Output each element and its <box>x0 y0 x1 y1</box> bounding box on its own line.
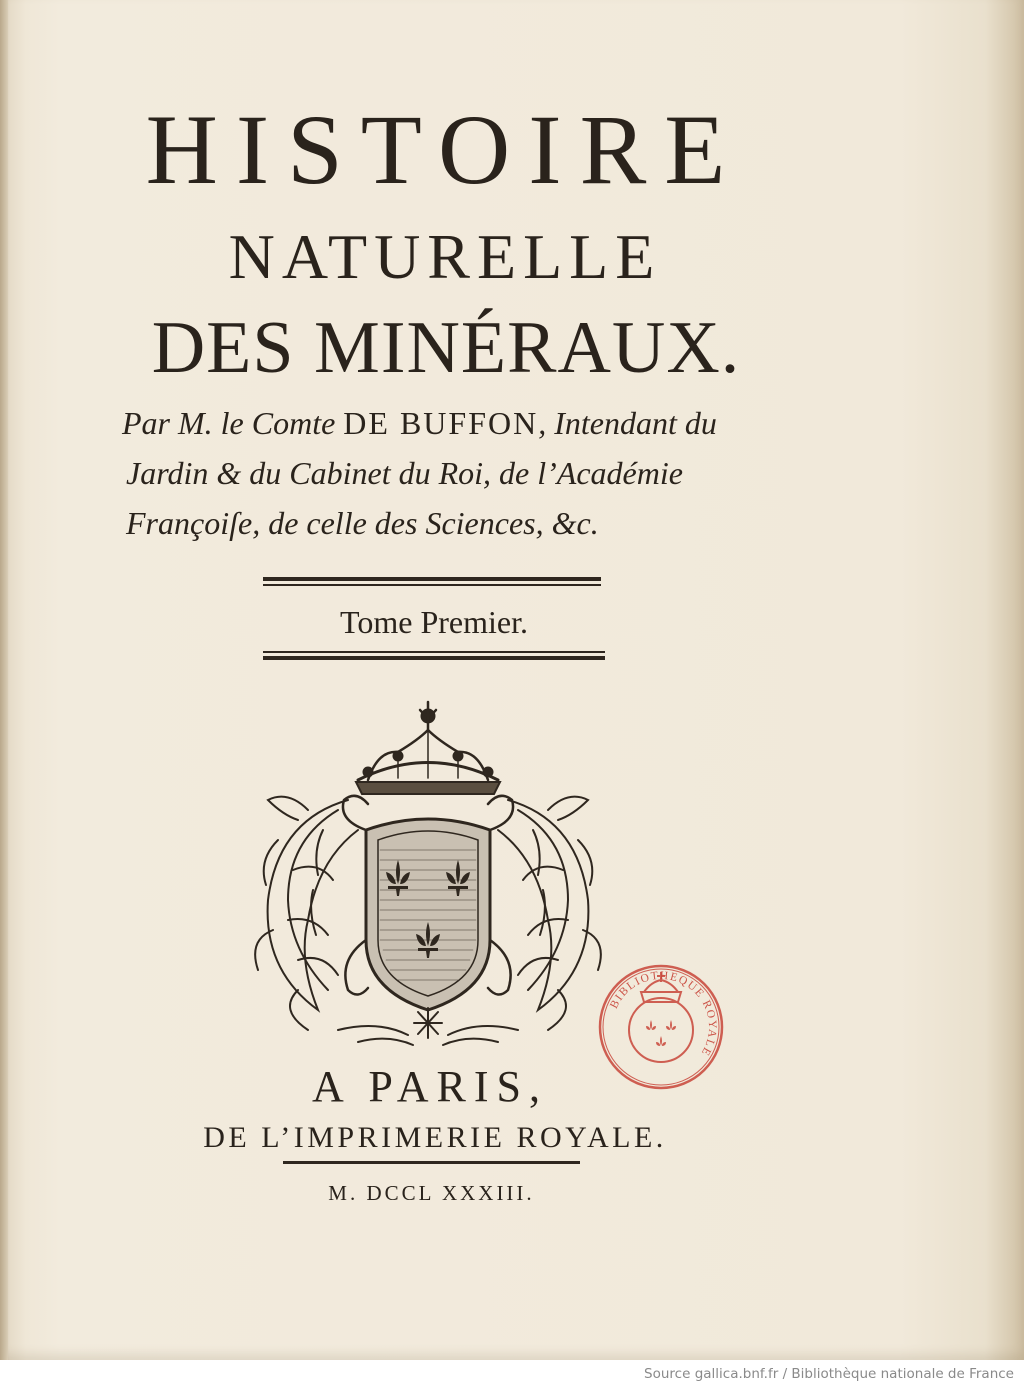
imprint-place: A PARIS, <box>311 1062 549 1111</box>
title-line-1: HISTOIRE <box>145 94 744 205</box>
title-line-3: DES MINÉRAUX. <box>151 307 741 389</box>
stamp-fleur-de-lis-icon <box>646 1020 676 1046</box>
shield-icon <box>366 819 490 1010</box>
crown-icon <box>356 702 500 794</box>
foliage-right <box>498 797 601 1030</box>
author-line-2: Jardin & du Cabinet du Roi, de l’Académie <box>126 455 683 491</box>
source-credit: Source gallica.bnf.fr / Bibliothèque nationale de France <box>644 1366 1014 1382</box>
title-line-2: NATURELLE <box>228 221 662 292</box>
imprint-date: M. DCCL XXXIII. <box>328 1181 535 1205</box>
foliage-left <box>255 797 358 1030</box>
stamp-text: BIBLIOTHEQUE ROYALE <box>608 969 719 1059</box>
author-line-1-prefix: Par M. le Comte <box>122 405 344 441</box>
royal-arms-emblem <box>238 690 618 1070</box>
author-line-3: Françoiſe, de celle des Sciences, &c. <box>126 505 599 541</box>
order-cross-icon <box>338 1008 518 1045</box>
library-stamp <box>596 962 726 1092</box>
author-name: DE BUFFON <box>343 405 539 441</box>
volume-label: Tome Premier. <box>340 604 528 640</box>
author-line-1-suffix: , Intendant du <box>538 405 717 441</box>
author-statement <box>120 398 790 548</box>
imprint-printer: DE L’IMPRIMERIE ROYALE. <box>203 1121 667 1154</box>
page-spine-edge <box>0 0 8 1360</box>
author-line-1 <box>120 398 790 448</box>
